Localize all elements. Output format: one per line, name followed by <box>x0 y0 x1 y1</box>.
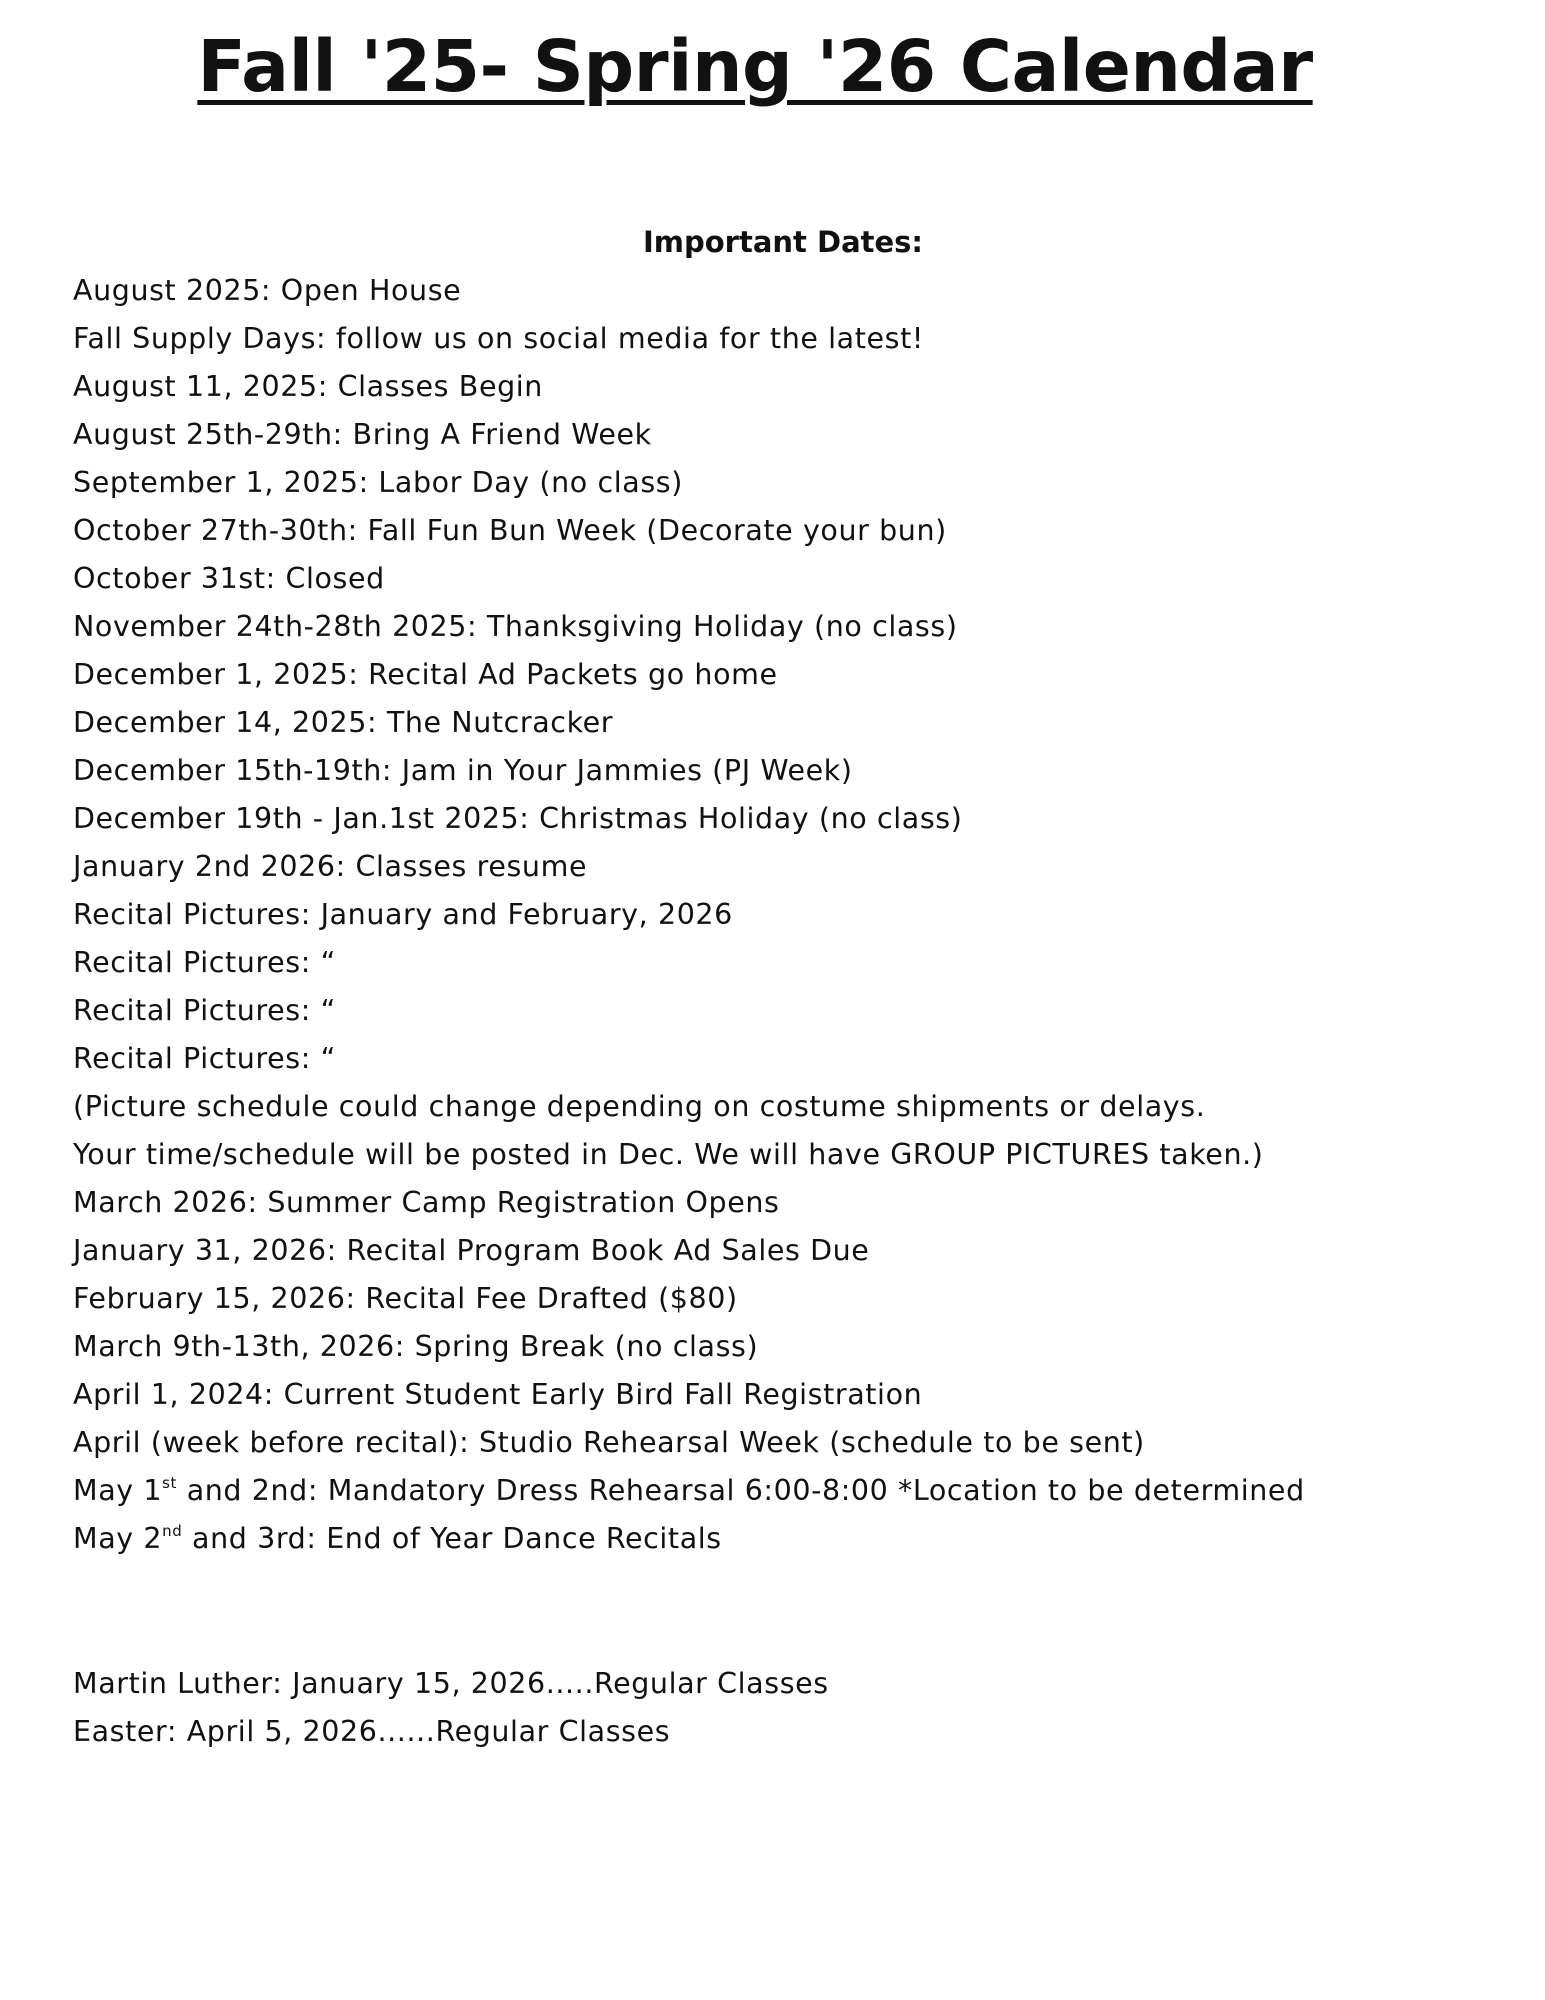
date-text: May 1 <box>73 1474 163 1507</box>
date-text: May 2 <box>73 1522 163 1555</box>
holiday-item: Easter: April 5, 2026......Regular Classes <box>73 1715 671 1748</box>
date-item: Recital Pictures: “ <box>73 1042 336 1075</box>
date-text: and 3rd: End of Year Dance Recitals <box>182 1522 722 1555</box>
ordinal-suffix: nd <box>162 1521 183 1540</box>
date-item: March 9th-13th, 2026: Spring Break (no class) <box>73 1330 759 1363</box>
date-item-dress-rehearsal <box>73 1467 1513 1515</box>
date-item: August 11, 2025: Classes Begin <box>73 370 543 403</box>
important-dates-list <box>73 267 1513 1563</box>
date-item: December 19th - Jan.1st 2025: Christmas Holiday (no class) <box>73 802 963 835</box>
holiday-item: Martin Luther: January 15, 2026.....Regular Classes <box>73 1667 829 1700</box>
date-item: (Picture schedule could change depending on costume shipments or delays. <box>73 1090 1206 1123</box>
date-item: March 2026: Summer Camp Registration Opens <box>73 1186 780 1219</box>
date-item: April 1, 2024: Current Student Early Bird Fall Registration <box>73 1378 923 1411</box>
date-item: October 31st: Closed <box>73 562 385 595</box>
date-item: December 15th-19th: Jam in Your Jammies (PJ Week) <box>73 754 853 787</box>
date-item: January 2nd 2026: Classes resume <box>73 850 588 883</box>
date-item: April (week before recital): Studio Rehearsal Week (schedule to be sent) <box>73 1426 1145 1459</box>
date-item: Recital Pictures: “ <box>73 994 336 1027</box>
date-item: February 15, 2026: Recital Fee Drafted ($80) <box>73 1282 738 1315</box>
date-item: Your time/schedule will be posted in Dec. We will have GROUP PICTURES taken.) <box>73 1138 1264 1171</box>
date-item: January 31, 2026: Recital Program Book Ad Sales Due <box>73 1234 870 1267</box>
date-item: November 24th-28th 2025: Thanksgiving Holiday (no class) <box>73 610 958 643</box>
date-item: December 14, 2025: The Nutcracker <box>73 706 614 739</box>
date-item: Recital Pictures: “ <box>73 946 336 979</box>
date-item: August 2025: Open House <box>73 274 462 307</box>
date-text: and 2nd: Mandatory Dress Rehearsal 6:00-8:00 *Location to be determined <box>177 1474 1305 1507</box>
date-item: October 27th-30th: Fall Fun Bun Week (Decorate your bun) <box>73 514 947 547</box>
important-dates-heading: Important Dates: <box>642 225 924 259</box>
holiday-notes-list <box>73 1660 1513 1756</box>
date-item: December 1, 2025: Recital Ad Packets go home <box>73 658 778 691</box>
date-item: Fall Supply Days: follow us on social media for the latest! <box>73 322 924 355</box>
date-item: Recital Pictures: January and February, 2026 <box>73 898 733 931</box>
date-item: August 25th-29th: Bring A Friend Week <box>73 418 652 451</box>
date-item: September 1, 2025: Labor Day (no class) <box>73 466 683 499</box>
ordinal-suffix: st <box>162 1473 178 1492</box>
date-item-recitals <box>73 1515 1513 1563</box>
page-title: Fall '25- Spring '26 Calendar <box>197 25 1313 108</box>
